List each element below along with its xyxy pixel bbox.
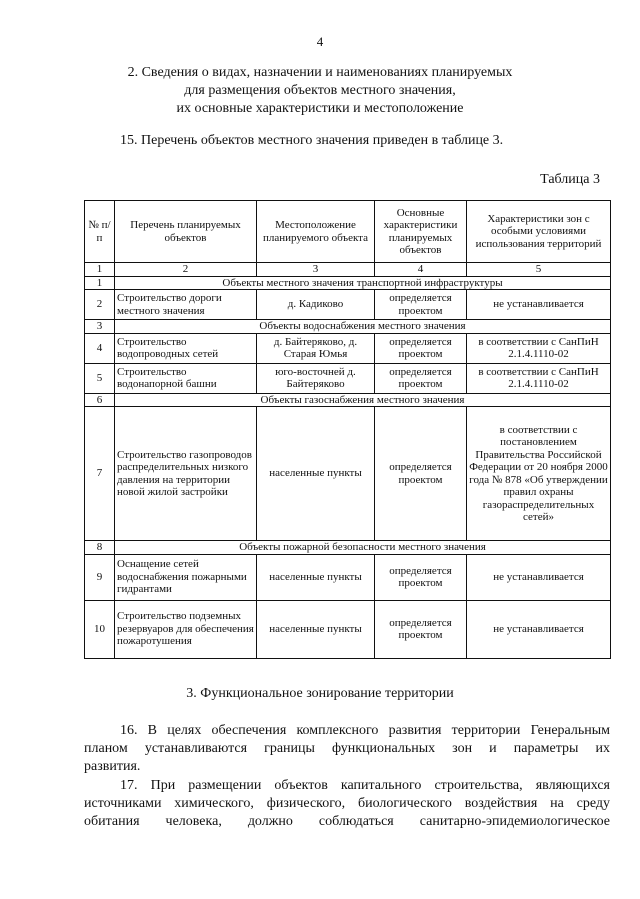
row-location: населенные пункты [257, 407, 375, 541]
header-characteristics: Основные характеристики планируемых объектов [375, 201, 467, 263]
row-no: 10 [85, 600, 115, 658]
group-row [85, 276, 611, 290]
row-no: 4 [85, 333, 115, 363]
objects-table [84, 200, 611, 659]
row-characteristics: определяется проектом [375, 554, 467, 600]
row-name: Строительство подземных резервуаров для обеспечения пожаротушения [115, 600, 257, 658]
table-header-row [85, 201, 611, 263]
row-location: населенные пункты [257, 554, 375, 600]
row-name: Оснащение сетей водоснабжения пожарными гидрантами [115, 554, 257, 600]
paragraph-line: источниками химического, физического, биологического воздействия на среду [84, 796, 610, 811]
heading-line: для размещения объектов местного значения, [184, 83, 456, 98]
header-zones: Характеристики зон с особыми условиями использования территорий [467, 201, 611, 263]
row-zones: не устанавливается [467, 290, 611, 320]
row-no: 9 [85, 554, 115, 600]
page-number: 4 [316, 34, 324, 49]
row-characteristics: определяется проектом [375, 600, 467, 658]
table-row [85, 600, 611, 658]
header-no: № п/п [85, 201, 115, 263]
group-row [85, 320, 611, 334]
header-objects: Перечень планируемых объектов [115, 201, 257, 263]
heading-line: их основные характеристики и местоположение [176, 101, 464, 116]
row-zones: в соответствии с постановлением Правительства Российской Федерации от 20 ноября 2000 года № 878 «Об утверждении правил охраны газораспределительных сетей» [467, 407, 611, 541]
group-row [85, 393, 611, 407]
group-no: 1 [85, 276, 115, 290]
row-characteristics: определяется проектом [375, 290, 467, 320]
table-row [85, 333, 611, 363]
paragraph-line: 17. При размещении объектов капитального строительства, являющихся [120, 778, 610, 793]
table-row [85, 290, 611, 320]
heading-line: 2. Сведения о видах, назначении и наименованиях планируемых [127, 65, 513, 80]
paragraph-line: обитания человека, должно соблюдаться санитарно-эпидемиологическое [84, 814, 610, 829]
group-title: Объекты местного значения транспортной инфраструктуры [115, 276, 611, 290]
paragraph-line: 16. В целях обеспечения комплексного развития территории Генеральным [120, 723, 610, 738]
table-row [85, 554, 611, 600]
column-number: 5 [467, 263, 611, 277]
group-title: Объекты газоснабжения местного значения [115, 393, 611, 407]
group-title: Объекты пожарной безопасности местного значения [115, 541, 611, 555]
row-zones: в соответствии с СанПиН 2.1.4.1110-02 [467, 333, 611, 363]
row-no: 5 [85, 363, 115, 393]
row-name: Строительство газопроводов распределительных низкого давления на территории новой жилой застройки [115, 407, 257, 541]
group-no: 6 [85, 393, 115, 407]
paragraph-16 [84, 722, 610, 776]
group-title: Объекты водоснабжения местного значения [115, 320, 611, 334]
column-number: 4 [375, 263, 467, 277]
group-no: 8 [85, 541, 115, 555]
group-no: 3 [85, 320, 115, 334]
row-location: населенные пункты [257, 600, 375, 658]
row-zones: не устанавливается [467, 600, 611, 658]
section-heading [0, 64, 640, 118]
row-zones: в соответствии с СанПиН 2.1.4.1110-02 [467, 363, 611, 393]
row-location: юго-восточней д. Байтеряково [257, 363, 375, 393]
row-no: 2 [85, 290, 115, 320]
row-location: д. Байтеряково, д. Старая Юмья [257, 333, 375, 363]
row-name: Строительство дороги местного значения [115, 290, 257, 320]
table-caption: Таблица 3 [540, 172, 600, 187]
row-name: Строительство водонапорной башни [115, 363, 257, 393]
table-row [85, 363, 611, 393]
group-row [85, 541, 611, 555]
section-heading-zoning: 3. Функциональное зонирование территории [186, 686, 454, 701]
row-name: Строительство водопроводных сетей [115, 333, 257, 363]
row-zones: не устанавливается [467, 554, 611, 600]
row-characteristics: определяется проектом [375, 333, 467, 363]
paragraph-line: развития. [84, 759, 141, 774]
table-row [85, 407, 611, 541]
row-characteristics: определяется проектом [375, 407, 467, 541]
column-number: 1 [85, 263, 115, 277]
header-location: Местоположение планируемого объекта [257, 201, 375, 263]
column-number: 2 [115, 263, 257, 277]
row-no: 7 [85, 407, 115, 541]
paragraph-17 [84, 777, 610, 831]
paragraph-line: планом устанавливаются границы функциональных зон и параметры их [84, 741, 610, 756]
row-characteristics: определяется проектом [375, 363, 467, 393]
column-numbering-row [85, 263, 611, 277]
column-number: 3 [257, 263, 375, 277]
row-location: д. Кадиково [257, 290, 375, 320]
paragraph-15: 15. Перечень объектов местного значения приведен в таблице 3. [120, 133, 504, 148]
